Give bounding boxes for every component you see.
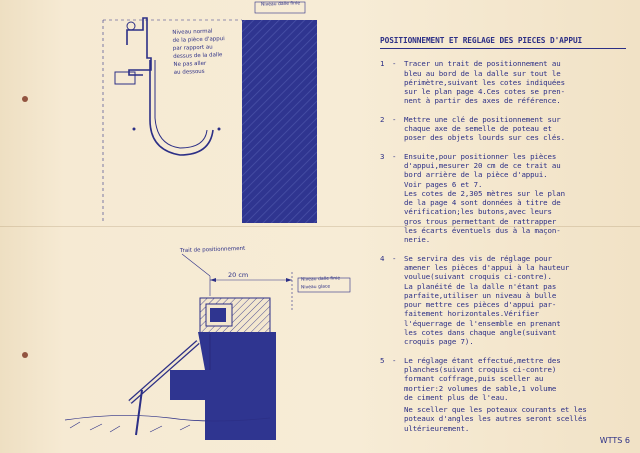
list-item <box>380 356 630 402</box>
heading-underline <box>380 48 626 49</box>
item-number: 2 <box>380 114 385 124</box>
item-number: 1 <box>380 59 385 69</box>
item-text: Le réglage étant effectué,mettre des planches(suivant croquis ci-contre) formant coffrage,puis sceller au mortier:2 volumes de sable,1 volume de ciment plus de l'eau. <box>404 355 561 402</box>
item-text: Ensuite,pour positionner les pièces d'appui,mesurer 20 cm de ce trait au bord arrière de la pièce d'appui. Voir pages 6 et 7. Les cotes de 2,305 mètres sur le plan de la page 4 sont données à titre de vérification;les butons,avec leurs gros trous permettant de rattrapper les écarts éventuels dus à la maçon- nerie. <box>404 151 565 245</box>
page-reference: WTTS 6 <box>599 436 630 445</box>
label-top-level: Niveau dalle finie <box>260 1 301 8</box>
item-number: 4 <box>380 253 385 263</box>
label-dimension: 20 cm <box>228 271 249 279</box>
label-bracket-level: Niveau normal de la pièce d'appui par rapport au dessus de la dalle Ne pas aller au dessous <box>172 28 225 76</box>
punch-hole <box>22 352 28 358</box>
section-heading: POSITIONNEMENT ET REGLAGE DES PIECES D'APPUI <box>380 36 583 45</box>
item-dash: - <box>392 59 397 69</box>
instructions-column <box>380 36 630 433</box>
figure-setting-section <box>60 240 360 445</box>
item-dash: - <box>392 151 397 161</box>
item-dash: - <box>392 355 397 365</box>
item-dash: - <box>392 114 397 124</box>
item-text: Se servira des vis de réglage pour amener les pièces d'appui à la hauteur voulue(suivant croquis ci-contre). La planéité de la dalle n'étant pas parfaite,utiliser un niveau à bulle pour mettre ces pièces d'appui par- faitement horizontales.Vérifier l'équerrage de l'ensemble en prenant les cotes dans chaque angle(suivant croquis page 7). <box>404 253 570 347</box>
item-text: Tracer un trait de positionnement au bleu au bord de la dalle sur tout le périmètre,suivant les cotes indiquées sur le plan page 4.Ces cotes se pren- nent à partir des axes de référence. <box>404 59 565 106</box>
setting-section-drawing <box>60 240 360 445</box>
list-item <box>380 254 630 347</box>
label-positioning-line: Trait de positionnement <box>179 245 246 255</box>
item-number: 3 <box>380 151 385 161</box>
list-item <box>380 59 630 105</box>
sealing-note: Ne sceller que les poteaux courants et les poteaux d'angles les autres seront scellés ultérieurement. <box>404 405 587 433</box>
label-level-screed: Niveau glace <box>300 284 331 291</box>
figure-profile-section <box>95 0 325 225</box>
punch-hole <box>22 96 28 102</box>
item-number: 5 <box>380 355 385 365</box>
list-item <box>380 152 630 245</box>
item-dash: - <box>392 253 397 263</box>
list-item <box>380 115 630 143</box>
item-text: Mettre une clé de positionnement sur chaque axe de semelle de poteau et poser des objets lourds sur ces clés. <box>404 114 565 143</box>
label-level-slab: Niveau dalle finie <box>300 276 341 283</box>
